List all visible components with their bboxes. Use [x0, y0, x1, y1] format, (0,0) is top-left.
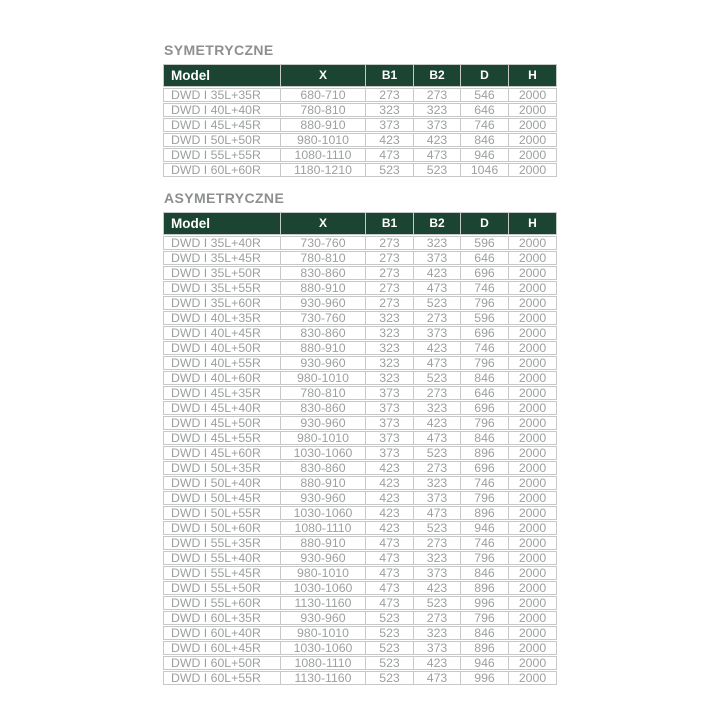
- model-cell: DWD I 45L+45R: [163, 118, 281, 132]
- table-title-asymmetric: ASYMETRYCZNE: [164, 190, 285, 206]
- value-cell-b2: 523: [414, 163, 461, 177]
- table-row: [163, 626, 557, 640]
- value-cell-h: 2000: [509, 281, 557, 295]
- value-cell-d: 796: [461, 416, 509, 430]
- value-cell-d: 596: [461, 311, 509, 325]
- section-asymmetric: [163, 190, 557, 686]
- value-cell-h: 2000: [509, 446, 557, 460]
- value-cell-b2: 423: [414, 416, 461, 430]
- value-cell-x: 1030-1060: [281, 581, 366, 595]
- column-header-h: H: [509, 64, 557, 87]
- value-cell-x: 1130-1160: [281, 596, 366, 610]
- value-cell-b2: 273: [414, 536, 461, 550]
- table-row: [163, 251, 557, 265]
- value-cell-x: 930-960: [281, 416, 366, 430]
- model-cell: DWD I 35L+60R: [163, 296, 281, 310]
- value-cell-b1: 473: [366, 148, 414, 162]
- value-cell-h: 2000: [509, 491, 557, 505]
- value-cell-b2: 473: [414, 431, 461, 445]
- value-cell-h: 2000: [509, 551, 557, 565]
- table-row: [163, 163, 557, 177]
- value-cell-h: 2000: [509, 656, 557, 670]
- column-header-model: Model: [163, 64, 281, 87]
- model-cell: DWD I 50L+55R: [163, 506, 281, 520]
- value-cell-d: 846: [461, 371, 509, 385]
- value-cell-d: 696: [461, 326, 509, 340]
- value-cell-d: 796: [461, 491, 509, 505]
- value-cell-x: 930-960: [281, 611, 366, 625]
- table-row: [163, 536, 557, 550]
- value-cell-d: 796: [461, 296, 509, 310]
- value-cell-x: 980-1010: [281, 431, 366, 445]
- model-cell: DWD I 50L+50R: [163, 133, 281, 147]
- model-cell: DWD I 35L+45R: [163, 251, 281, 265]
- value-cell-b1: 423: [366, 521, 414, 535]
- value-cell-b1: 273: [366, 236, 414, 250]
- value-cell-b1: 373: [366, 118, 414, 132]
- model-cell: DWD I 40L+55R: [163, 356, 281, 370]
- value-cell-h: 2000: [509, 251, 557, 265]
- value-cell-x: 780-810: [281, 386, 366, 400]
- table-row: [163, 103, 557, 117]
- model-cell: DWD I 55L+35R: [163, 536, 281, 550]
- value-cell-b1: 423: [366, 506, 414, 520]
- value-cell-b2: 523: [414, 296, 461, 310]
- value-cell-x: 1080-1110: [281, 521, 366, 535]
- value-cell-x: 1030-1060: [281, 506, 366, 520]
- value-cell-b1: 523: [366, 656, 414, 670]
- value-cell-b2: 473: [414, 148, 461, 162]
- value-cell-b2: 523: [414, 596, 461, 610]
- table-row: [163, 148, 557, 162]
- value-cell-h: 2000: [509, 611, 557, 625]
- value-cell-b2: 423: [414, 133, 461, 147]
- value-cell-b1: 423: [366, 491, 414, 505]
- value-cell-b1: 323: [366, 341, 414, 355]
- column-header-x: X: [281, 64, 366, 87]
- table-row: [163, 133, 557, 147]
- value-cell-d: 746: [461, 476, 509, 490]
- value-cell-b1: 323: [366, 326, 414, 340]
- model-cell: DWD I 40L+40R: [163, 103, 281, 117]
- model-cell: DWD I 35L+50R: [163, 266, 281, 280]
- value-cell-x: 1080-1110: [281, 148, 366, 162]
- value-cell-b1: 323: [366, 311, 414, 325]
- table-row: [163, 281, 557, 295]
- value-cell-x: 830-860: [281, 266, 366, 280]
- value-cell-b2: 423: [414, 341, 461, 355]
- value-cell-b2: 373: [414, 566, 461, 580]
- value-cell-x: 830-860: [281, 401, 366, 415]
- value-cell-b2: 323: [414, 476, 461, 490]
- table-row: [163, 551, 557, 565]
- value-cell-h: 2000: [509, 133, 557, 147]
- model-cell: DWD I 55L+60R: [163, 596, 281, 610]
- value-cell-x: 980-1010: [281, 371, 366, 385]
- value-cell-b1: 373: [366, 386, 414, 400]
- value-cell-h: 2000: [509, 566, 557, 580]
- model-cell: DWD I 35L+40R: [163, 236, 281, 250]
- table-row: [163, 641, 557, 655]
- value-cell-h: 2000: [509, 311, 557, 325]
- value-cell-d: 696: [461, 266, 509, 280]
- value-cell-h: 2000: [509, 401, 557, 415]
- value-cell-d: 846: [461, 133, 509, 147]
- model-cell: DWD I 45L+50R: [163, 416, 281, 430]
- model-cell: DWD I 40L+60R: [163, 371, 281, 385]
- table-row: [163, 326, 557, 340]
- value-cell-h: 2000: [509, 671, 557, 685]
- value-cell-b2: 323: [414, 103, 461, 117]
- model-cell: DWD I 60L+55R: [163, 671, 281, 685]
- value-cell-d: 946: [461, 148, 509, 162]
- value-cell-d: 896: [461, 446, 509, 460]
- column-header-b2: B2: [414, 64, 461, 87]
- value-cell-x: 980-1010: [281, 133, 366, 147]
- value-cell-x: 780-810: [281, 103, 366, 117]
- column-header-x: X: [281, 212, 366, 235]
- value-cell-x: 880-910: [281, 536, 366, 550]
- value-cell-b1: 273: [366, 266, 414, 280]
- value-cell-b1: 273: [366, 281, 414, 295]
- value-cell-d: 746: [461, 536, 509, 550]
- table-row: [163, 581, 557, 595]
- value-cell-b2: 273: [414, 611, 461, 625]
- value-cell-d: 846: [461, 566, 509, 580]
- value-cell-b1: 323: [366, 371, 414, 385]
- table-row: [163, 566, 557, 580]
- value-cell-d: 696: [461, 461, 509, 475]
- model-cell: DWD I 60L+50R: [163, 656, 281, 670]
- table-row: [163, 371, 557, 385]
- value-cell-h: 2000: [509, 581, 557, 595]
- value-cell-b2: 473: [414, 281, 461, 295]
- model-cell: DWD I 50L+45R: [163, 491, 281, 505]
- table-row: [163, 461, 557, 475]
- value-cell-b2: 473: [414, 506, 461, 520]
- column-header-model: Model: [163, 212, 281, 235]
- value-cell-h: 2000: [509, 371, 557, 385]
- value-cell-d: 646: [461, 251, 509, 265]
- value-cell-b2: 523: [414, 521, 461, 535]
- table-row: [163, 356, 557, 370]
- model-cell: DWD I 40L+45R: [163, 326, 281, 340]
- value-cell-x: 880-910: [281, 476, 366, 490]
- value-cell-b2: 323: [414, 626, 461, 640]
- value-cell-d: 746: [461, 341, 509, 355]
- header-row: [163, 212, 557, 235]
- value-cell-h: 2000: [509, 521, 557, 535]
- value-cell-x: 730-760: [281, 311, 366, 325]
- table-row: [163, 491, 557, 505]
- value-cell-b1: 373: [366, 446, 414, 460]
- value-cell-x: 780-810: [281, 251, 366, 265]
- value-cell-d: 746: [461, 118, 509, 132]
- value-cell-b1: 323: [366, 103, 414, 117]
- value-cell-b2: 373: [414, 251, 461, 265]
- value-cell-b1: 473: [366, 581, 414, 595]
- value-cell-h: 2000: [509, 596, 557, 610]
- value-cell-b2: 423: [414, 581, 461, 595]
- value-cell-b2: 323: [414, 551, 461, 565]
- value-cell-b1: 523: [366, 611, 414, 625]
- model-cell: DWD I 35L+35R: [163, 88, 281, 102]
- model-cell: DWD I 60L+35R: [163, 611, 281, 625]
- value-cell-h: 2000: [509, 163, 557, 177]
- table-row: [163, 671, 557, 685]
- value-cell-b2: 273: [414, 386, 461, 400]
- value-cell-b2: 323: [414, 401, 461, 415]
- value-cell-h: 2000: [509, 506, 557, 520]
- value-cell-d: 796: [461, 611, 509, 625]
- value-cell-x: 930-960: [281, 551, 366, 565]
- value-cell-b1: 423: [366, 461, 414, 475]
- value-cell-h: 2000: [509, 641, 557, 655]
- value-cell-b1: 473: [366, 536, 414, 550]
- model-cell: DWD I 45L+55R: [163, 431, 281, 445]
- symmetric-spec-table: [163, 63, 557, 178]
- value-cell-b2: 373: [414, 641, 461, 655]
- value-cell-h: 2000: [509, 341, 557, 355]
- value-cell-h: 2000: [509, 626, 557, 640]
- table-row: [163, 596, 557, 610]
- value-cell-h: 2000: [509, 148, 557, 162]
- value-cell-b1: 373: [366, 401, 414, 415]
- value-cell-d: 646: [461, 386, 509, 400]
- header-row: [163, 64, 557, 87]
- model-cell: DWD I 60L+40R: [163, 626, 281, 640]
- value-cell-x: 980-1010: [281, 566, 366, 580]
- value-cell-h: 2000: [509, 103, 557, 117]
- model-cell: DWD I 55L+55R: [163, 148, 281, 162]
- column-header-d: D: [461, 212, 509, 235]
- value-cell-h: 2000: [509, 236, 557, 250]
- value-cell-d: 596: [461, 236, 509, 250]
- value-cell-b2: 473: [414, 671, 461, 685]
- value-cell-d: 796: [461, 551, 509, 565]
- value-cell-x: 930-960: [281, 356, 366, 370]
- value-cell-h: 2000: [509, 461, 557, 475]
- value-cell-x: 1080-1110: [281, 656, 366, 670]
- column-header-b1: B1: [366, 64, 414, 87]
- table-row: [163, 416, 557, 430]
- value-cell-b2: 473: [414, 356, 461, 370]
- value-cell-b2: 273: [414, 311, 461, 325]
- model-cell: DWD I 50L+40R: [163, 476, 281, 490]
- value-cell-x: 930-960: [281, 491, 366, 505]
- model-cell: DWD I 55L+40R: [163, 551, 281, 565]
- value-cell-x: 1180-1210: [281, 163, 366, 177]
- value-cell-d: 846: [461, 626, 509, 640]
- model-cell: DWD I 50L+35R: [163, 461, 281, 475]
- value-cell-h: 2000: [509, 431, 557, 445]
- value-cell-x: 880-910: [281, 341, 366, 355]
- value-cell-h: 2000: [509, 416, 557, 430]
- value-cell-h: 2000: [509, 476, 557, 490]
- value-cell-x: 980-1010: [281, 626, 366, 640]
- column-header-d: D: [461, 64, 509, 87]
- table-row: [163, 386, 557, 400]
- value-cell-x: 930-960: [281, 296, 366, 310]
- value-cell-b2: 423: [414, 656, 461, 670]
- model-cell: DWD I 35L+55R: [163, 281, 281, 295]
- value-cell-d: 846: [461, 431, 509, 445]
- value-cell-b2: 523: [414, 446, 461, 460]
- value-cell-b2: 273: [414, 88, 461, 102]
- value-cell-x: 1030-1060: [281, 641, 366, 655]
- value-cell-d: 896: [461, 506, 509, 520]
- value-cell-x: 880-910: [281, 118, 366, 132]
- value-cell-x: 680-710: [281, 88, 366, 102]
- value-cell-b1: 473: [366, 551, 414, 565]
- model-cell: DWD I 60L+45R: [163, 641, 281, 655]
- value-cell-h: 2000: [509, 266, 557, 280]
- value-cell-b1: 523: [366, 671, 414, 685]
- value-cell-b2: 373: [414, 491, 461, 505]
- model-cell: DWD I 55L+45R: [163, 566, 281, 580]
- value-cell-b1: 523: [366, 626, 414, 640]
- table-row: [163, 506, 557, 520]
- model-cell: DWD I 40L+50R: [163, 341, 281, 355]
- table-row: [163, 341, 557, 355]
- value-cell-b1: 423: [366, 133, 414, 147]
- value-cell-x: 1030-1060: [281, 446, 366, 460]
- value-cell-d: 696: [461, 401, 509, 415]
- value-cell-d: 896: [461, 641, 509, 655]
- value-cell-b1: 323: [366, 356, 414, 370]
- value-cell-x: 1130-1160: [281, 671, 366, 685]
- table-row: [163, 266, 557, 280]
- value-cell-b2: 323: [414, 236, 461, 250]
- value-cell-h: 2000: [509, 356, 557, 370]
- value-cell-b2: 423: [414, 266, 461, 280]
- value-cell-d: 746: [461, 281, 509, 295]
- value-cell-b2: 273: [414, 461, 461, 475]
- table-row: [163, 446, 557, 460]
- value-cell-x: 830-860: [281, 461, 366, 475]
- value-cell-h: 2000: [509, 118, 557, 132]
- value-cell-d: 646: [461, 103, 509, 117]
- model-cell: DWD I 50L+60R: [163, 521, 281, 535]
- table-row: [163, 311, 557, 325]
- table-row: [163, 656, 557, 670]
- value-cell-b2: 373: [414, 326, 461, 340]
- table-title-symmetric: SYMETRYCZNE: [164, 42, 274, 58]
- model-cell: DWD I 40L+35R: [163, 311, 281, 325]
- table-row: [163, 476, 557, 490]
- value-cell-d: 796: [461, 356, 509, 370]
- table-row: [163, 431, 557, 445]
- value-cell-b1: 273: [366, 296, 414, 310]
- value-cell-d: 996: [461, 596, 509, 610]
- value-cell-b1: 273: [366, 251, 414, 265]
- model-cell: DWD I 60L+60R: [163, 163, 281, 177]
- table-row: [163, 521, 557, 535]
- value-cell-b2: 373: [414, 118, 461, 132]
- value-cell-b2: 523: [414, 371, 461, 385]
- model-cell: DWD I 45L+35R: [163, 386, 281, 400]
- value-cell-h: 2000: [509, 296, 557, 310]
- value-cell-x: 880-910: [281, 281, 366, 295]
- value-cell-d: 996: [461, 671, 509, 685]
- spec-sheet: [163, 0, 557, 686]
- value-cell-x: 830-860: [281, 326, 366, 340]
- asymmetric-spec-table: [163, 211, 557, 686]
- value-cell-b1: 523: [366, 641, 414, 655]
- value-cell-h: 2000: [509, 88, 557, 102]
- value-cell-h: 2000: [509, 536, 557, 550]
- value-cell-b1: 473: [366, 596, 414, 610]
- value-cell-b1: 423: [366, 476, 414, 490]
- value-cell-x: 730-760: [281, 236, 366, 250]
- value-cell-b1: 523: [366, 163, 414, 177]
- section-symmetric: [163, 42, 557, 178]
- table-row: [163, 296, 557, 310]
- value-cell-b1: 273: [366, 88, 414, 102]
- table-row: [163, 401, 557, 415]
- model-cell: DWD I 45L+60R: [163, 446, 281, 460]
- value-cell-h: 2000: [509, 386, 557, 400]
- value-cell-d: 946: [461, 521, 509, 535]
- value-cell-d: 946: [461, 656, 509, 670]
- column-header-b2: B2: [414, 212, 461, 235]
- value-cell-d: 1046: [461, 163, 509, 177]
- value-cell-d: 546: [461, 88, 509, 102]
- value-cell-d: 896: [461, 581, 509, 595]
- column-header-b1: B1: [366, 212, 414, 235]
- value-cell-b1: 373: [366, 431, 414, 445]
- value-cell-b1: 373: [366, 416, 414, 430]
- table-row: [163, 88, 557, 102]
- table-row: [163, 611, 557, 625]
- value-cell-b1: 473: [366, 566, 414, 580]
- model-cell: DWD I 45L+40R: [163, 401, 281, 415]
- value-cell-h: 2000: [509, 326, 557, 340]
- table-row: [163, 236, 557, 250]
- model-cell: DWD I 55L+50R: [163, 581, 281, 595]
- column-header-h: H: [509, 212, 557, 235]
- table-row: [163, 118, 557, 132]
